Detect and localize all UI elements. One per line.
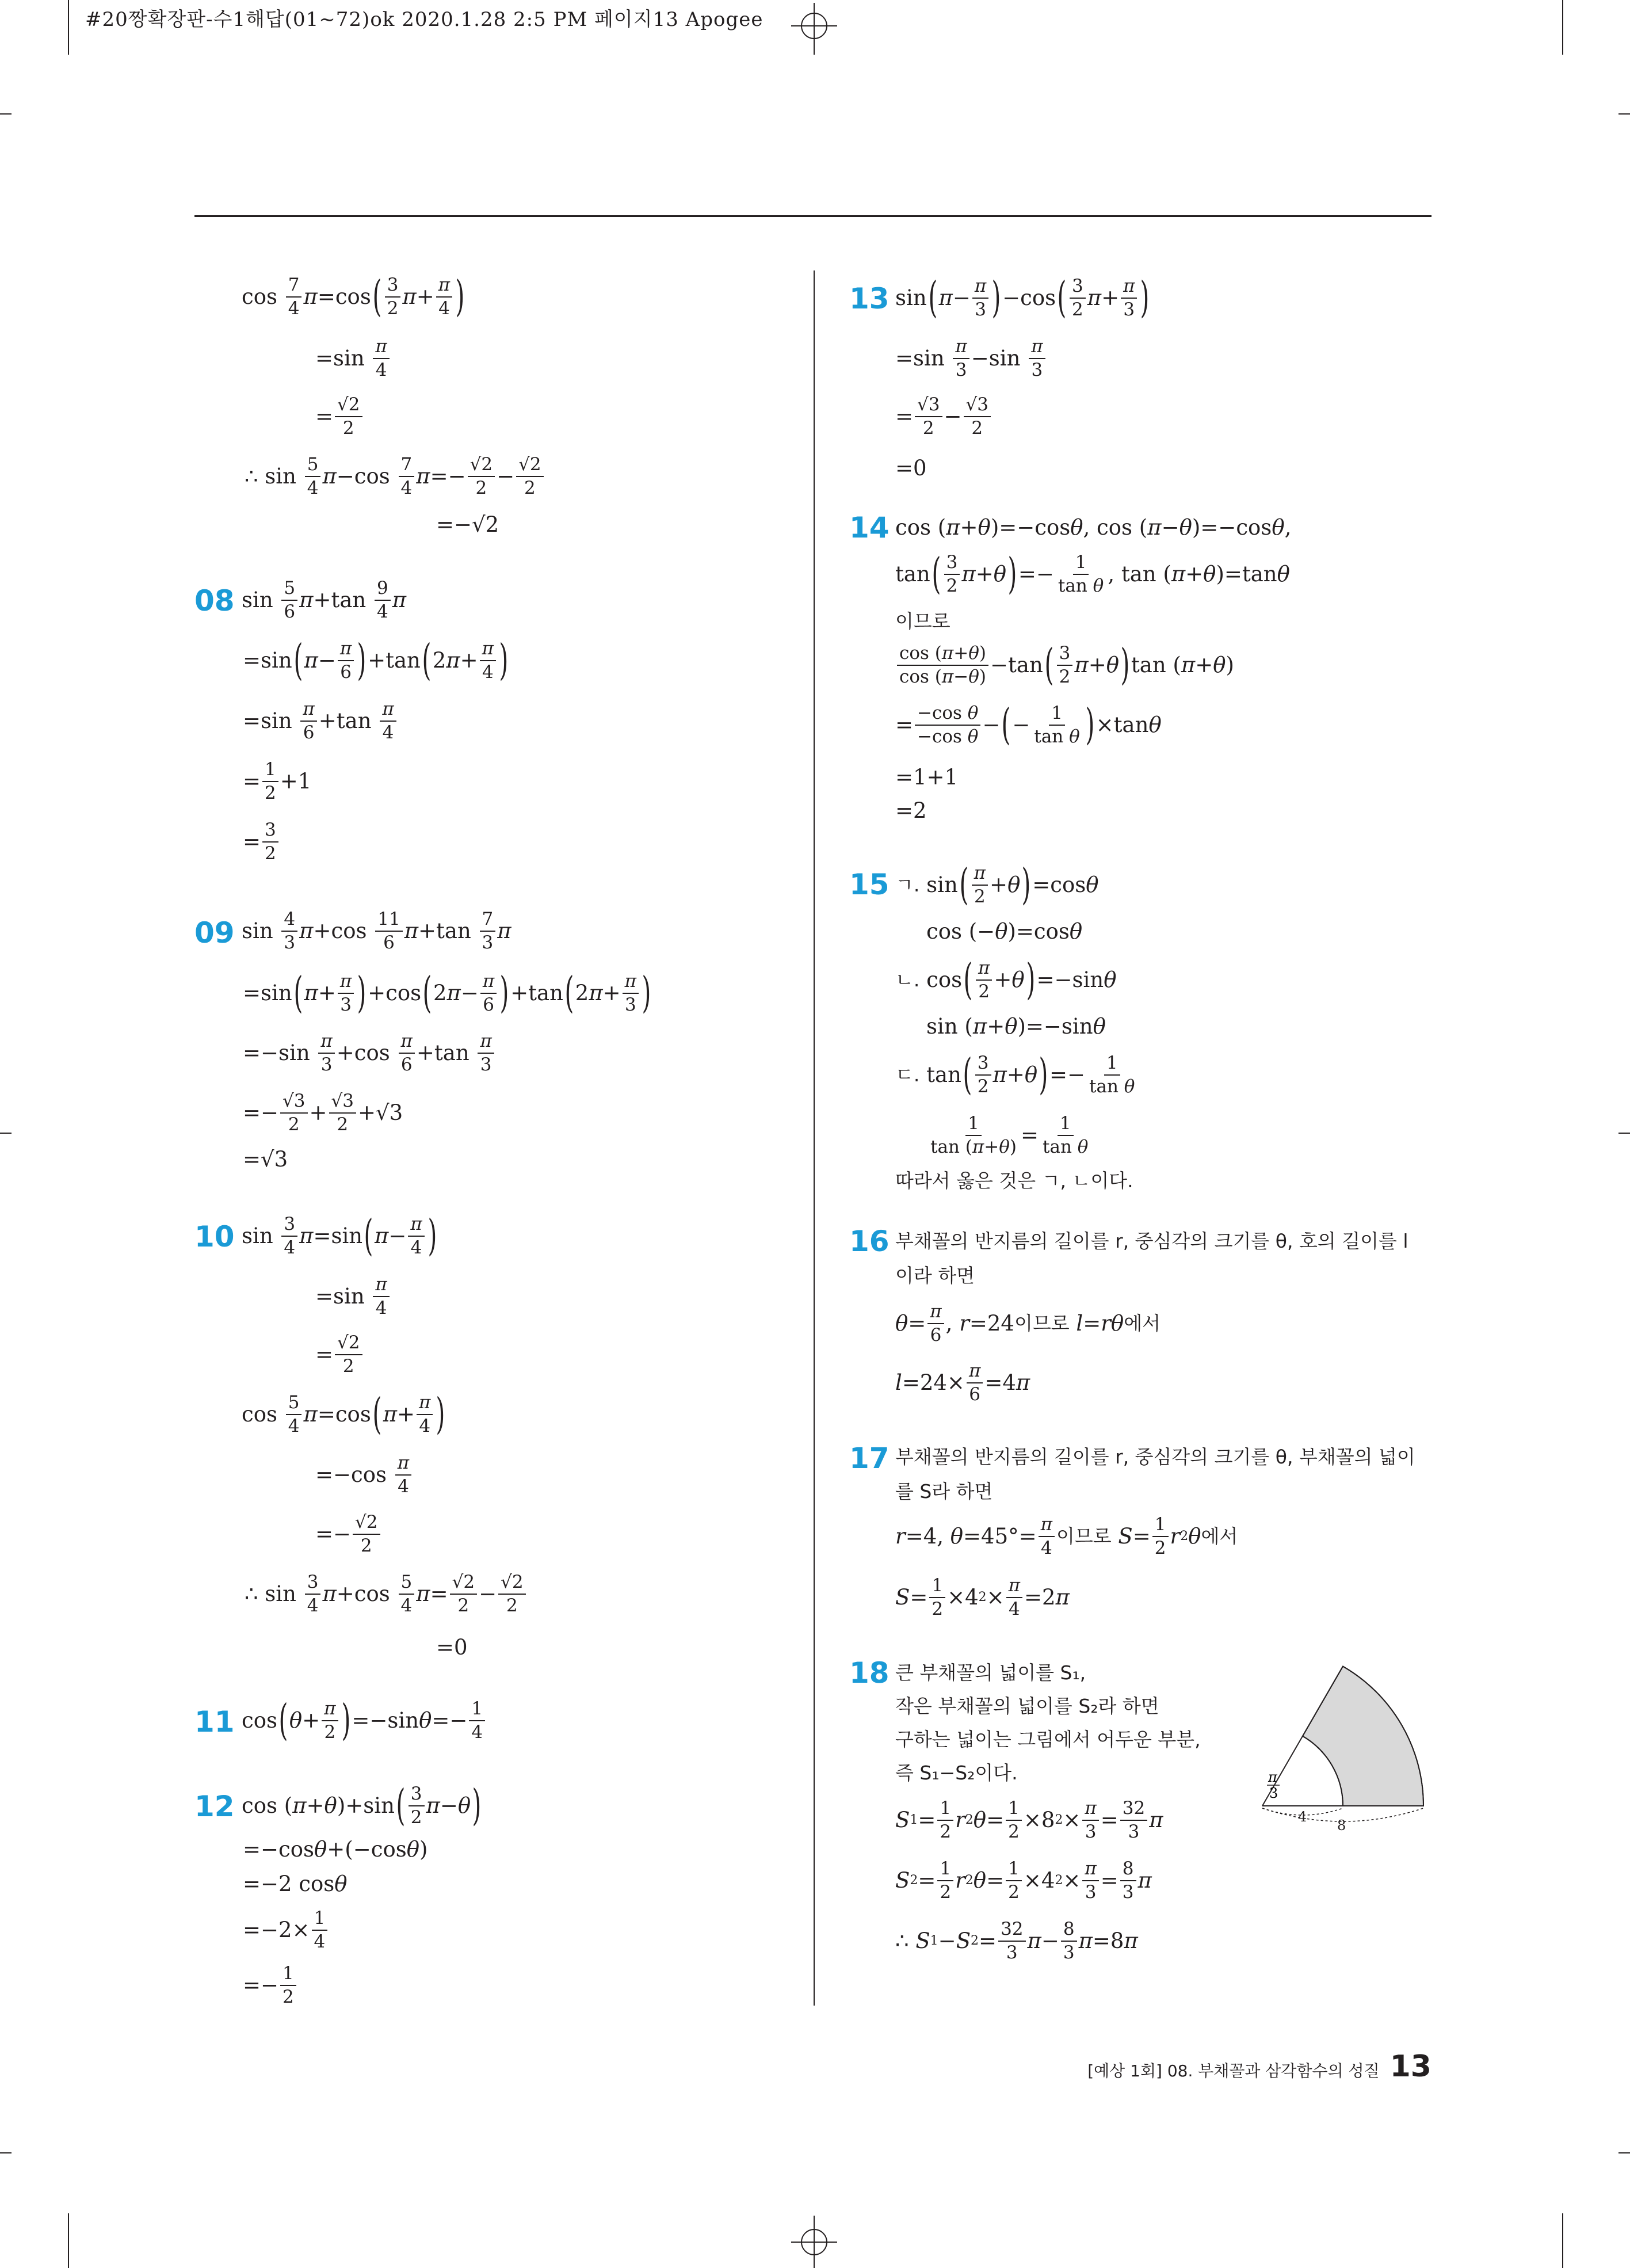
- shaded-region: [1303, 1667, 1423, 1806]
- math-line: =sin π 4: [315, 1275, 391, 1318]
- text-line: 즉 S₁−S₂이다.: [895, 1762, 1018, 1784]
- math-line: = 3 2: [243, 820, 280, 863]
- math-line: = √3 2 − √3 2: [895, 395, 992, 438]
- math-line: ∴ sin 3 4 π +cos 5 4 π = √2 2 − √2 2: [245, 1572, 528, 1615]
- math-line: =− √3 2 + √3 2 +√3: [243, 1091, 403, 1135]
- math-line: ∴ sin 5 4 π −cos 7 4 π =− √2 2 − √2 2: [245, 455, 545, 498]
- text-line: 따라서 옳은 것은 ㄱ, ㄴ이다.: [895, 1169, 1133, 1192]
- crop-mark: [1562, 0, 1563, 55]
- problem-number: 16: [849, 1225, 890, 1258]
- math-line: = √2 2: [315, 1333, 364, 1376]
- math-line: =−2× 1 4: [243, 1908, 329, 1951]
- math-line: =√3: [243, 1147, 288, 1172]
- text-line: 부채꼴의 반지름의 길이를 r, 중심각의 크기를 θ, 부채꼴의 넓이: [895, 1446, 1415, 1468]
- math-line: l =24× π 6 =4 π: [895, 1360, 1030, 1405]
- math-line: cos ( π + θ )=−cos θ , cos ( π − θ )=−cos θ ,: [895, 515, 1292, 540]
- registration-mark-icon: [788, 2213, 840, 2268]
- math-line: =−cos π 4: [315, 1453, 413, 1496]
- large-radius-label: 8: [1337, 1817, 1346, 1834]
- print-slug: #20짱확장판-수1해답(01~72)ok 2020.1.28 2:5 PM 페이지13 Apogee: [85, 8, 764, 31]
- page-footer: [1087, 2049, 1432, 2084]
- math-line: =sin π 6 +tan π 4: [243, 699, 398, 742]
- registration-mark-icon: [788, 0, 840, 58]
- text-line: 부채꼴의 반지름의 길이를 r, 중심각의 크기를 θ, 호의 길이를 l: [895, 1230, 1408, 1252]
- math-line: sin ( π + θ )=−sin θ: [926, 1014, 1106, 1039]
- math-line: ㄱ. sin ( π 2 + θ ) =cos θ: [895, 860, 1099, 910]
- sector-figure: [1254, 1657, 1444, 1842]
- math-line: =−sin π 3 +cos π 6 +tan π 3: [243, 1031, 496, 1074]
- math-line: =sin ( π + π 3 ) +cos ( 2 π − π 6 ) +tan ( 2 π + π 3 ): [243, 968, 651, 1018]
- math-line: =−2 cos θ: [243, 1871, 348, 1896]
- text-line: 큰 부채꼴의 넓이를 S₁,: [895, 1661, 1086, 1684]
- text-line: 를 S라 하면: [895, 1480, 993, 1503]
- math-line: =2: [895, 798, 927, 823]
- math-line: sin 5 6 π +tan 9 4 π: [242, 578, 407, 622]
- math-line: =−√2: [436, 512, 499, 537]
- math-line: =− √2 2: [315, 1512, 382, 1556]
- crop-mark: [1618, 113, 1630, 115]
- math-line: ∴ S 1 − S 2 = 32 3 π − 8 3 π =8 π: [895, 1919, 1138, 1963]
- footer-section: [예상 1회] 08. 부채꼴과 삼각함수의 성질: [1087, 2061, 1380, 2080]
- math-line: ㄴ. cos ( π 2 + θ ) =−sin θ: [895, 955, 1117, 1005]
- header-rule: [194, 215, 1432, 217]
- text-line: 구하는 넓이는 그림에서 어두운 부분,: [895, 1728, 1201, 1751]
- text-line: 이라 하면: [895, 1264, 975, 1287]
- math-line: 1 tan (π+θ) = 1 tan θ: [930, 1113, 1089, 1157]
- crop-mark: [68, 0, 69, 55]
- problem-number: 12: [194, 1790, 235, 1823]
- problem-number: 11: [194, 1705, 235, 1739]
- math-line: cos ( θ + π 2 ) =−sin θ =− 1 4: [242, 1699, 487, 1742]
- crop-mark: [1618, 1133, 1630, 1134]
- angle-label-num: π: [1268, 1769, 1277, 1785]
- math-line: =− 1 2: [243, 1964, 298, 2007]
- crop-mark: [68, 2213, 69, 2268]
- math-line: cos 5 4 π =cos ( π + π 4 ): [242, 1389, 445, 1439]
- text-line: 이므로: [895, 610, 950, 632]
- math-line: sin 3 4 π =sin ( π − π 4 ): [242, 1211, 437, 1261]
- angle-label-den: 3: [1269, 1785, 1278, 1801]
- crop-mark: [0, 1133, 12, 1134]
- crop-mark: [1618, 2152, 1630, 2153]
- problem-number: 13: [849, 282, 890, 315]
- math-line: S 1 = 1 2 r 2 θ = 1 2 ×8 2 × π 3 = 32 3 π: [895, 1798, 1163, 1842]
- math-line: = 1 2 +1: [243, 759, 312, 803]
- text-line: 작은 부채꼴의 넓이를 S₂라 하면: [895, 1695, 1159, 1717]
- choice-label: ㄴ.: [895, 969, 920, 992]
- choice-label: ㄱ.: [895, 874, 920, 897]
- math-line: sin 4 3 π +cos 11 6 π +tan 7 3 π: [242, 909, 511, 953]
- crop-mark: [0, 2152, 12, 2153]
- math-line: θ = π 6 , r =24 이므로 l = rθ 에서: [895, 1301, 1161, 1345]
- math-line: cos ( π + θ )+sin ( 3 2 π − θ ): [242, 1781, 482, 1831]
- problem-number: 17: [849, 1442, 890, 1475]
- small-radius-label: 4: [1298, 1809, 1307, 1825]
- math-line: ㄷ. tan ( 3 2 π + θ ) =− 1 tan θ: [895, 1050, 1135, 1100]
- math-line: S 2 = 1 2 r 2 θ = 1 2 ×4 2 × π 3 = 8 3 π: [895, 1858, 1152, 1903]
- problem-number: 18: [849, 1656, 890, 1690]
- math-line: cos 7 4 π =cos ( 3 2 π + π 4 ): [242, 272, 465, 322]
- math-line: =0: [436, 1635, 468, 1660]
- problem-number: 08: [194, 584, 235, 617]
- math-line: =sin ( π − π 6 ) +tan ( 2 π + π 4 ): [243, 635, 509, 685]
- math-line: =0: [895, 456, 927, 481]
- math-line: tan ( 3 2 π + θ ) =− 1 tan θ , tan ( π + θ )=tan θ: [895, 549, 1290, 599]
- math-line: S = 1 2 ×4 2 × π 4 =2 π: [895, 1575, 1070, 1619]
- crop-mark: [0, 113, 12, 115]
- crop-mark: [1562, 2213, 1563, 2268]
- math-line: cos (− θ )=cos θ: [926, 919, 1083, 944]
- math-line: = √2 2: [315, 395, 364, 438]
- problem-number: 15: [849, 868, 890, 901]
- problem-number: 14: [849, 511, 890, 544]
- choice-label: ㄷ.: [895, 1064, 920, 1087]
- column-divider: [814, 270, 815, 2006]
- math-line: =1+1: [895, 765, 959, 790]
- math-line: = −cos θ −cos θ − ( − 1 tan θ ) ×tan θ: [895, 700, 1162, 750]
- math-line: =−cos θ +(−cos θ ): [243, 1837, 428, 1862]
- math-line: sin ( π − π 3 ) −cos ( 3 2 π + π 3 ): [895, 273, 1150, 323]
- math-line: cos (π+θ) cos (π−θ) −tan ( 3 2 π + θ ) tan ( π + θ ): [895, 643, 1234, 687]
- math-line: r =4, θ =45°= π 4 이므로 S = 1 2 r 2 θ 에서: [895, 1514, 1238, 1558]
- math-line: =sin π 3 −sin π 3: [895, 337, 1047, 380]
- problem-number: 09: [194, 916, 235, 950]
- math-line: =sin π 4: [315, 337, 391, 380]
- page-number: 13: [1389, 2049, 1432, 2084]
- problem-number: 10: [194, 1220, 235, 1253]
